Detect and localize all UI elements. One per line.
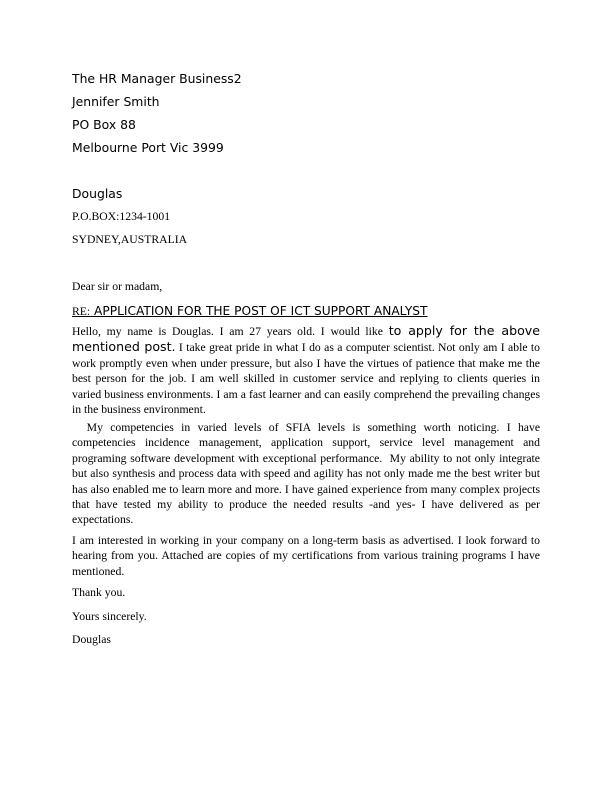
signature-name: Douglas (72, 633, 111, 646)
subject-line (72, 302, 427, 320)
subject-prefix: RE: (72, 305, 91, 318)
body-paragraph-1 (72, 323, 540, 417)
sender-name: Douglas (72, 186, 123, 201)
closing-thanks: Thank you. (72, 586, 126, 599)
recipient-line-3: PO Box 88 (72, 117, 136, 132)
recipient-line-4: Melbourne Port Vic 3999 (72, 140, 224, 155)
paragraph-1-emphasis: to apply for the above mentioned post. (72, 323, 540, 355)
closing-signoff: Yours sincerely. (72, 610, 147, 623)
body-paragraph-2: My competencies in varied levels of SFIA levels is something worth noticing. I have competencies incidence management, application support, service level management and programing software development with exceptional performance. My ability to not only integrate but also synthesis and process data with speed and agility has not only made me the best writer but has also enabled me to learn more and more. I have gained experience from many complex projects that have tested my ability to produce the needed results -and yes- I have delivered as per expectations. (72, 421, 543, 527)
body-paragraph-3: I am interested in working in your company on a long-term basis as advertised. I look forward to hearing from you. Attached are copies of my certifications from various training programs I have mentioned. (72, 534, 540, 578)
salutation: Dear sir or madam, (72, 280, 163, 293)
recipient-line-1: The HR Manager Business2 (72, 71, 242, 86)
sender-po-box: P.O.BOX:1234-1001 (72, 210, 171, 223)
recipient-line-2: Jennifer Smith (72, 94, 160, 109)
sender-city: SYDNEY,AUSTRALIA (72, 233, 188, 246)
subject-title: APPLICATION FOR THE POST OF ICT SUPPORT ANALYST (90, 304, 428, 318)
paragraph-1-start: Hello, my name is Douglas. I am 27 years old. I would like (72, 325, 389, 338)
paragraph-1-rest: I take great pride in what I do as a computer scientist. Not only am I able to work promptly even when under pressure, but also I have the virtues of patience that make me the best person for the job. I am well skilled in customer service and replying to clients queries in varied business environments. I am a fast learner and can easily comprehend the prevailing changes in the business environment. (72, 341, 540, 417)
